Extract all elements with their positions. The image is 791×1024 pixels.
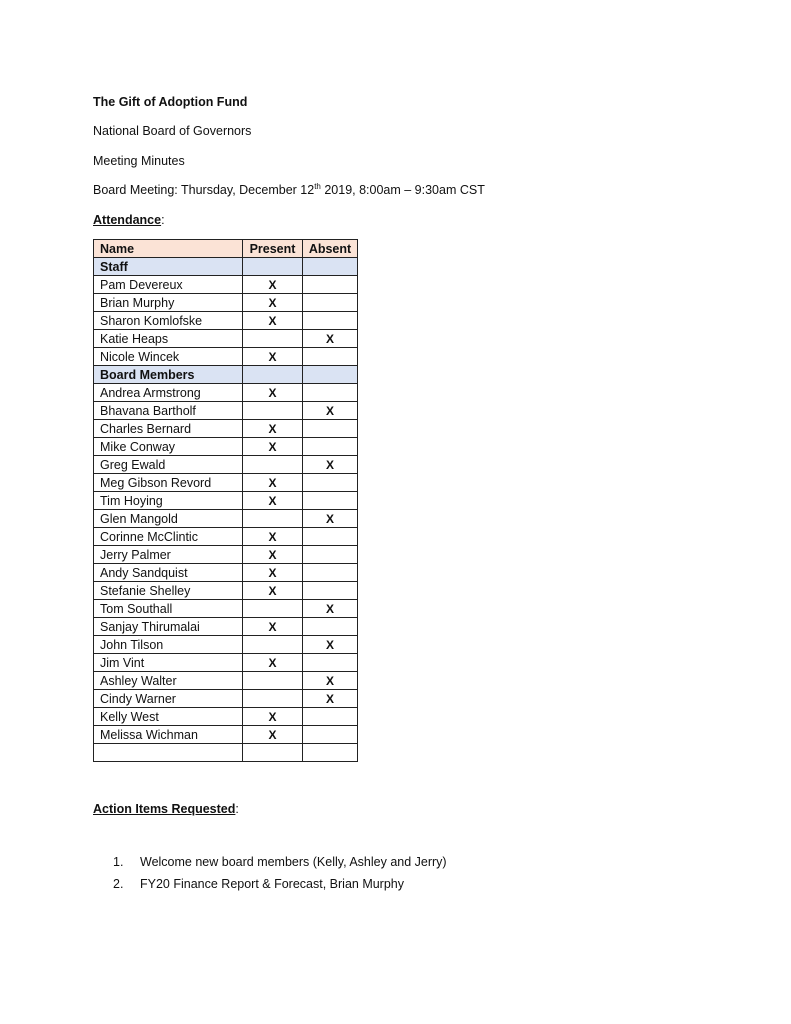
column-header-present: Present <box>243 240 303 258</box>
table-row <box>94 510 358 528</box>
present-mark: X <box>243 726 303 744</box>
member-name: Sharon Komlofske <box>94 312 243 330</box>
absent-mark <box>303 420 358 438</box>
absent-mark <box>303 744 358 762</box>
present-mark: X <box>243 492 303 510</box>
member-name: Tim Hoying <box>94 492 243 510</box>
member-name: Corinne McClintic <box>94 528 243 546</box>
present-mark: X <box>243 438 303 456</box>
table-row <box>94 330 358 348</box>
attendance-heading <box>93 212 165 228</box>
member-name: Cindy Warner <box>94 690 243 708</box>
member-name <box>94 744 243 762</box>
present-mark <box>243 330 303 348</box>
member-name: Pam Devereux <box>94 276 243 294</box>
section-row <box>94 366 358 384</box>
absent-mark: X <box>303 402 358 420</box>
present-mark <box>243 402 303 420</box>
absent-mark <box>303 726 358 744</box>
table-row <box>94 276 358 294</box>
present-mark <box>243 744 303 762</box>
attendance-table <box>93 239 358 762</box>
action-items-heading <box>93 801 239 817</box>
table-row <box>94 564 358 582</box>
member-name: Greg Ewald <box>94 456 243 474</box>
present-mark: X <box>243 312 303 330</box>
table-row <box>94 582 358 600</box>
list-item <box>113 876 447 898</box>
table-row <box>94 420 358 438</box>
absent-mark <box>303 708 358 726</box>
section-absent-cell <box>303 258 358 276</box>
member-name: Bhavana Bartholf <box>94 402 243 420</box>
member-name: Brian Murphy <box>94 294 243 312</box>
table-row <box>94 690 358 708</box>
absent-mark: X <box>303 690 358 708</box>
table-row <box>94 294 358 312</box>
absent-mark <box>303 312 358 330</box>
table-row <box>94 456 358 474</box>
board-name: National Board of Governors <box>93 124 252 138</box>
section-label: Staff <box>94 258 243 276</box>
action-items-heading-colon: : <box>235 802 239 816</box>
table-row <box>94 474 358 492</box>
present-mark: X <box>243 582 303 600</box>
list-item-number: 2. <box>113 877 124 891</box>
absent-mark <box>303 654 358 672</box>
present-mark: X <box>243 276 303 294</box>
member-name: Charles Bernard <box>94 420 243 438</box>
attendance-heading-colon: : <box>161 213 165 227</box>
present-mark: X <box>243 564 303 582</box>
absent-mark <box>303 546 358 564</box>
absent-mark: X <box>303 600 358 618</box>
section-label: Board Members <box>94 366 243 384</box>
absent-mark: X <box>303 330 358 348</box>
table-row <box>94 492 358 510</box>
absent-mark <box>303 276 358 294</box>
action-items-list <box>113 854 447 898</box>
absent-mark <box>303 492 358 510</box>
member-name: Stefanie Shelley <box>94 582 243 600</box>
table-row <box>94 600 358 618</box>
attendance-table-body <box>94 258 358 762</box>
present-mark: X <box>243 618 303 636</box>
document-title: The Gift of Adoption Fund <box>93 95 248 109</box>
table-row <box>94 312 358 330</box>
member-name: Jerry Palmer <box>94 546 243 564</box>
absent-mark <box>303 438 358 456</box>
member-name: Melissa Wichman <box>94 726 243 744</box>
member-name: Katie Heaps <box>94 330 243 348</box>
list-item-text: Welcome new board members (Kelly, Ashley and Jerry) <box>140 855 447 869</box>
table-header-row <box>94 240 358 258</box>
table-row <box>94 654 358 672</box>
column-header-absent: Absent <box>303 240 358 258</box>
member-name: Glen Mangold <box>94 510 243 528</box>
absent-mark <box>303 618 358 636</box>
section-row <box>94 258 358 276</box>
table-row <box>94 384 358 402</box>
present-mark <box>243 456 303 474</box>
absent-mark: X <box>303 636 358 654</box>
table-row <box>94 546 358 564</box>
absent-mark <box>303 582 358 600</box>
table-row <box>94 708 358 726</box>
member-name: Sanjay Thirumalai <box>94 618 243 636</box>
present-mark <box>243 600 303 618</box>
member-name: Andy Sandquist <box>94 564 243 582</box>
absent-mark <box>303 348 358 366</box>
present-mark: X <box>243 546 303 564</box>
table-row <box>94 636 358 654</box>
attendance-heading-text: Attendance <box>93 213 162 227</box>
table-row <box>94 438 358 456</box>
absent-mark: X <box>303 456 358 474</box>
absent-mark: X <box>303 672 358 690</box>
present-mark: X <box>243 528 303 546</box>
absent-mark: X <box>303 510 358 528</box>
absent-mark <box>303 528 358 546</box>
present-mark: X <box>243 420 303 438</box>
column-header-name: Name <box>94 240 243 258</box>
table-row <box>94 528 358 546</box>
present-mark: X <box>243 294 303 312</box>
section-absent-cell <box>303 366 358 384</box>
list-item-number: 1. <box>113 855 124 869</box>
table-row <box>94 726 358 744</box>
member-name: Jim Vint <box>94 654 243 672</box>
meeting-date-suffix: th <box>314 182 321 191</box>
absent-mark <box>303 294 358 312</box>
member-name: Andrea Armstrong <box>94 384 243 402</box>
present-mark: X <box>243 474 303 492</box>
list-item-text: FY20 Finance Report & Forecast, Brian Murphy <box>140 877 405 891</box>
table-row <box>94 402 358 420</box>
present-mark <box>243 510 303 528</box>
present-mark <box>243 636 303 654</box>
meeting-details <box>93 182 485 198</box>
table-row <box>94 348 358 366</box>
present-mark <box>243 672 303 690</box>
member-name: Nicole Wincek <box>94 348 243 366</box>
table-row <box>94 744 358 762</box>
member-name: Tom Southall <box>94 600 243 618</box>
table-row <box>94 672 358 690</box>
member-name: John Tilson <box>94 636 243 654</box>
document-type: Meeting Minutes <box>93 154 185 168</box>
member-name: Mike Conway <box>94 438 243 456</box>
member-name: Kelly West <box>94 708 243 726</box>
meeting-date-prefix: Board Meeting: Thursday, December 12 <box>93 183 315 197</box>
present-mark: X <box>243 654 303 672</box>
member-name: Ashley Walter <box>94 672 243 690</box>
present-mark: X <box>243 384 303 402</box>
meeting-time: 2019, 8:00am – 9:30am CST <box>320 183 485 197</box>
member-name: Meg Gibson Revord <box>94 474 243 492</box>
action-items-heading-text: Action Items Requested <box>93 802 236 816</box>
list-item <box>113 854 447 876</box>
section-present-cell <box>243 366 303 384</box>
table-row <box>94 618 358 636</box>
present-mark: X <box>243 348 303 366</box>
section-present-cell <box>243 258 303 276</box>
present-mark: X <box>243 708 303 726</box>
absent-mark <box>303 474 358 492</box>
absent-mark <box>303 564 358 582</box>
present-mark <box>243 690 303 708</box>
absent-mark <box>303 384 358 402</box>
